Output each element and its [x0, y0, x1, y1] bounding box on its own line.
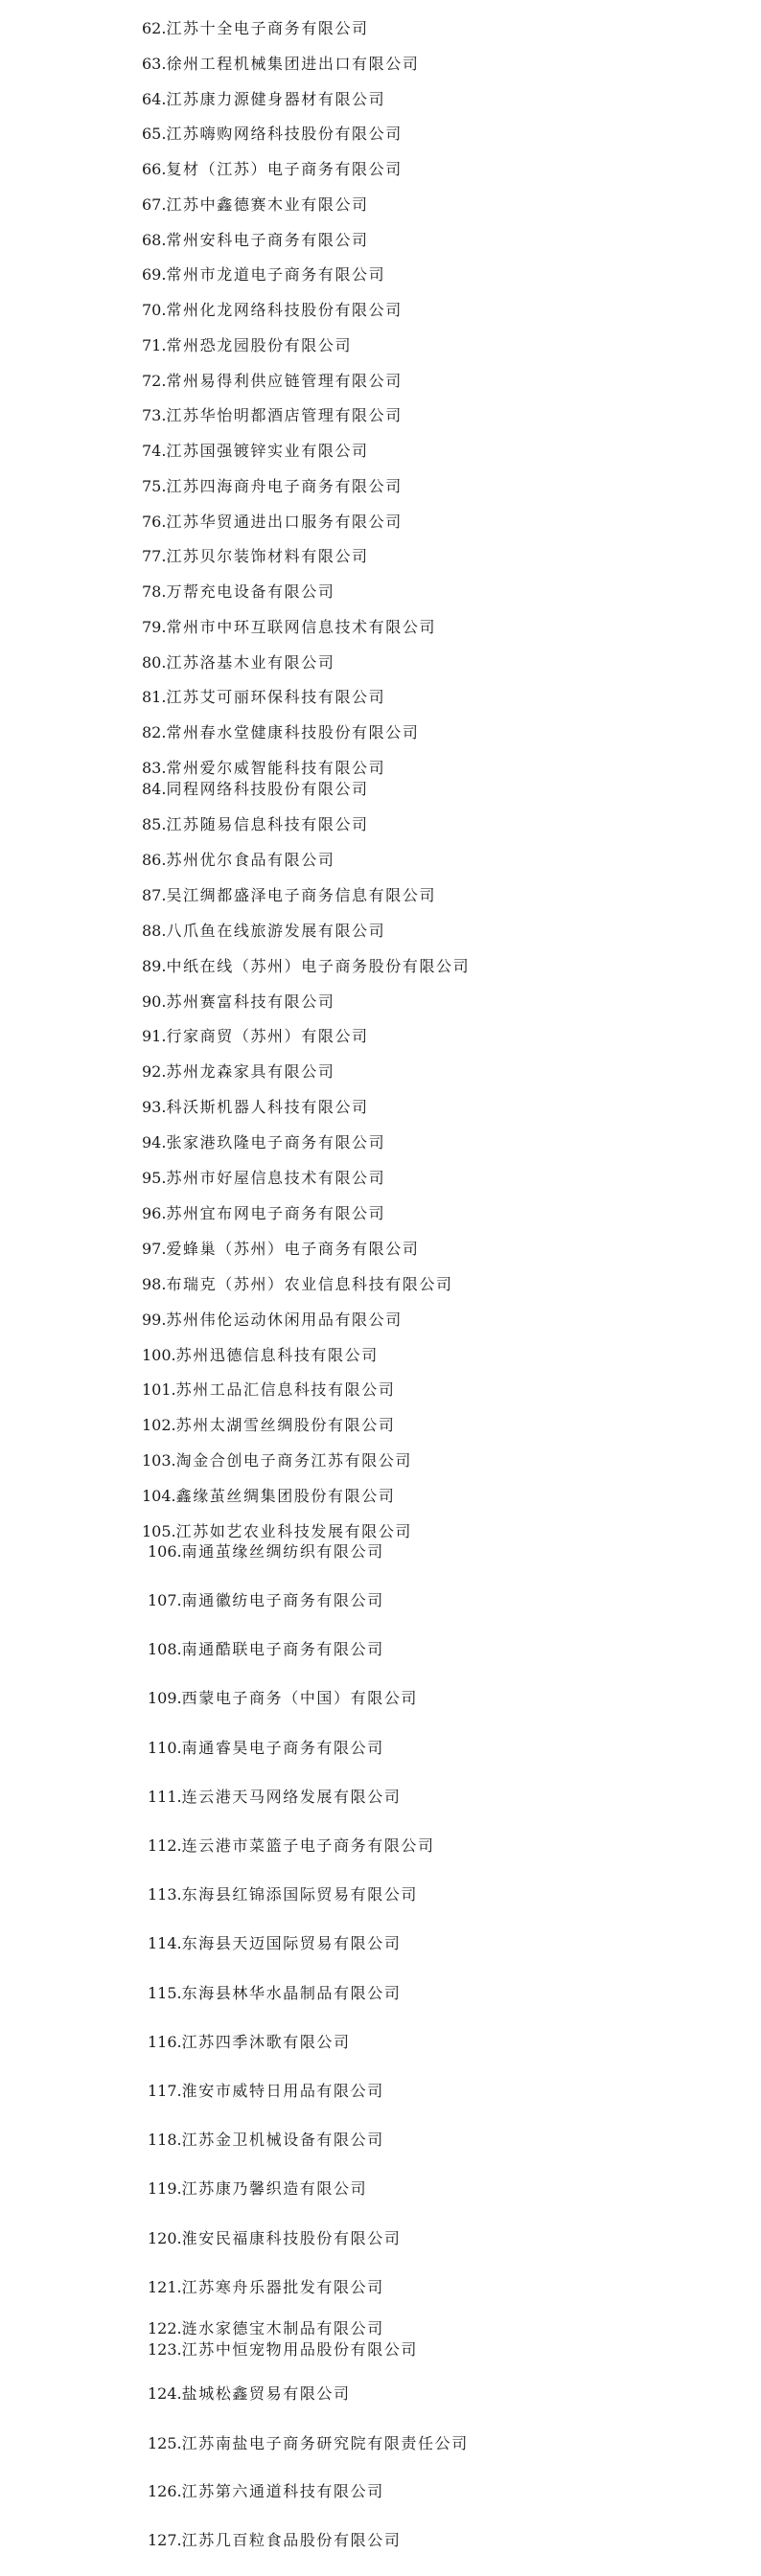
company-entry — [148, 2531, 401, 2550]
entry-number: 73. — [142, 406, 167, 425]
company-name: 江苏康乃馨织造有限公司 — [181, 2179, 368, 2199]
company-entry — [142, 19, 369, 38]
entry-number: 101. — [142, 1380, 176, 1400]
company-name: 常州安科电子商务有限公司 — [166, 230, 369, 249]
company-name: 苏州工品汇信息科技有限公司 — [175, 1380, 396, 1400]
company-name: 江苏中恒宠物用品股份有限公司 — [181, 2340, 419, 2359]
company-name: 南通酷联电子商务有限公司 — [181, 1640, 384, 1659]
company-entry — [148, 1836, 435, 1856]
company-entry — [142, 1062, 334, 1082]
company-name: 淮安民福康科技股份有限公司 — [181, 2228, 402, 2247]
entry-number: 103. — [142, 1451, 176, 1470]
entry-number: 89. — [142, 956, 167, 975]
company-name: 江苏十全电子商务有限公司 — [166, 19, 369, 37]
company-name: 江苏金卫机械设备有限公司 — [181, 2131, 384, 2150]
company-entry — [142, 1416, 395, 1435]
company-name: 科沃斯机器人科技有限公司 — [166, 1098, 369, 1117]
company-name: 中纸在线（苏州）电子商务股份有限公司 — [166, 956, 471, 975]
company-name: 布瑞克（苏州）农业信息科技有限公司 — [166, 1274, 453, 1293]
entry-number: 94. — [142, 1133, 167, 1152]
company-entry — [142, 1169, 385, 1188]
company-name: 江苏洛基木业有限公司 — [166, 652, 335, 672]
company-entry — [142, 957, 470, 976]
company-entry — [148, 1591, 384, 1610]
entry-number: 88. — [142, 921, 167, 940]
company-name: 行家商贸（苏州）有限公司 — [166, 1027, 369, 1046]
company-name: 江苏华贸通进出口服务有限公司 — [166, 512, 403, 531]
entry-number: 106. — [148, 1542, 182, 1561]
company-entry — [142, 653, 334, 672]
company-entry — [142, 372, 403, 391]
company-entry — [148, 2179, 367, 2199]
company-name: 吴江绸都盛泽电子商务信息有限公司 — [166, 885, 437, 904]
company-entry — [142, 160, 403, 179]
company-name: 苏州太湖雪丝绸股份有限公司 — [175, 1416, 396, 1435]
company-name: 苏州优尔食品有限公司 — [166, 850, 335, 869]
company-name: 南通茧缘丝绸纺织有限公司 — [181, 1542, 384, 1561]
entry-number: 64. — [142, 89, 167, 108]
entry-number: 67. — [142, 194, 167, 214]
entry-number: 114. — [148, 1934, 182, 1953]
company-name: 苏州市好屋信息技术有限公司 — [166, 1169, 386, 1187]
entry-number: 100. — [142, 1345, 176, 1364]
company-name: 江苏几百粒食品股份有限公司 — [181, 2531, 402, 2549]
company-name: 江苏四季沐歌有限公司 — [181, 2032, 351, 2051]
entry-number: 92. — [142, 1062, 167, 1082]
entry-number: 95. — [142, 1169, 167, 1187]
company-name: 常州春水堂健康科技股份有限公司 — [166, 723, 420, 741]
company-name: 江苏贝尔装饰材料有限公司 — [166, 547, 369, 566]
entry-number: 96. — [142, 1203, 167, 1222]
company-entry — [142, 195, 369, 215]
company-name: 江苏寒舟乐器批发有限公司 — [181, 2277, 384, 2296]
company-name: 淮安市威特日用品有限公司 — [181, 2082, 384, 2100]
company-entry — [142, 1098, 369, 1117]
company-name: 江苏如艺农业科技发展有限公司 — [175, 1522, 413, 1540]
entry-number: 77. — [142, 547, 167, 566]
entry-number: 119. — [148, 2179, 182, 2199]
company-entry — [142, 1240, 419, 1259]
company-entry — [142, 1346, 379, 1365]
company-name: 爱蜂巢（苏州）电子商务有限公司 — [166, 1239, 420, 1258]
entry-number: 97. — [142, 1239, 167, 1258]
company-name: 江苏华怡明都酒店管理有限公司 — [166, 406, 403, 425]
company-entry — [148, 2340, 418, 2359]
company-entry — [142, 886, 436, 905]
company-name: 江苏随易信息科技有限公司 — [166, 815, 369, 833]
company-entry — [142, 723, 419, 742]
company-entry — [142, 477, 403, 496]
company-entry — [142, 688, 385, 707]
company-entry — [148, 2482, 384, 2501]
company-entry — [142, 1204, 385, 1223]
entry-number: 98. — [142, 1274, 167, 1293]
entry-number: 110. — [148, 1738, 182, 1757]
company-entry — [148, 1788, 401, 1807]
entry-number: 121. — [148, 2277, 182, 2296]
entry-number: 120. — [148, 2228, 182, 2247]
entry-number: 74. — [142, 442, 167, 460]
company-name: 鑫缘茧丝绸集团股份有限公司 — [175, 1487, 396, 1506]
entry-number: 86. — [142, 850, 167, 869]
company-entry — [148, 2278, 384, 2297]
company-entry — [142, 336, 352, 355]
entry-number: 107. — [148, 1591, 182, 1609]
company-name: 苏州迅德信息科技有限公司 — [175, 1345, 379, 1364]
company-entry — [148, 1542, 384, 1562]
company-entry — [142, 1522, 412, 1541]
entry-number: 111. — [148, 1787, 182, 1806]
entry-number: 71. — [142, 335, 167, 354]
entry-number: 116. — [148, 2032, 182, 2051]
company-name: 江苏南盐电子商务研究院有限责任公司 — [181, 2434, 469, 2452]
entry-number: 78. — [142, 582, 167, 601]
company-name: 八爪鱼在线旅游发展有限公司 — [166, 921, 386, 940]
entry-number: 85. — [142, 815, 167, 833]
company-entry — [142, 1275, 453, 1294]
company-entry — [142, 851, 334, 870]
company-name: 苏州伟伦运动休闲用品有限公司 — [166, 1310, 403, 1329]
company-entry — [148, 1984, 401, 2003]
entry-number: 90. — [142, 992, 167, 1011]
entry-number: 82. — [142, 723, 167, 741]
company-entry — [142, 513, 403, 532]
company-entry — [142, 1487, 395, 1506]
company-name: 江苏中鑫德赛木业有限公司 — [166, 194, 369, 214]
company-name: 万帮充电设备有限公司 — [166, 582, 335, 601]
company-entry — [142, 759, 385, 778]
company-entry — [148, 1689, 418, 1708]
entry-number: 117. — [148, 2082, 182, 2100]
company-entry — [148, 1885, 418, 1904]
company-name: 常州市中环互联网信息技术有限公司 — [166, 617, 437, 636]
entry-number: 118. — [148, 2131, 182, 2150]
company-entry — [142, 780, 369, 799]
entry-number: 109. — [148, 1689, 182, 1708]
company-name: 徐州工程机械集团进出口有限公司 — [166, 54, 420, 73]
company-entry — [142, 582, 334, 602]
entry-number: 126. — [148, 2482, 182, 2500]
company-entry — [148, 2384, 351, 2404]
company-name: 同程网络科技股份有限公司 — [166, 780, 369, 798]
company-name: 东海县林华水晶制品有限公司 — [181, 1983, 402, 2002]
company-entry — [142, 1380, 395, 1400]
entry-number: 99. — [142, 1310, 167, 1329]
company-name: 南通徽纺电子商务有限公司 — [181, 1591, 384, 1609]
company-entry — [148, 2229, 401, 2248]
entry-number: 123. — [148, 2340, 182, 2359]
company-entry — [142, 1451, 412, 1470]
company-entry — [148, 2131, 384, 2150]
entry-number: 75. — [142, 476, 167, 495]
company-name: 淘金合创电子商务江苏有限公司 — [175, 1451, 413, 1470]
entry-number: 108. — [148, 1640, 182, 1659]
company-name: 东海县天迈国际贸易有限公司 — [181, 1934, 402, 1953]
company-entry — [142, 90, 385, 109]
entry-number: 81. — [142, 688, 167, 707]
company-entry — [142, 265, 385, 285]
company-entry — [142, 1027, 369, 1046]
entry-number: 122. — [148, 2319, 182, 2337]
company-entry — [142, 301, 403, 320]
entry-number: 93. — [142, 1098, 167, 1117]
entry-number: 115. — [148, 1983, 182, 2002]
company-entry — [142, 815, 369, 834]
company-entry — [142, 231, 369, 250]
entry-number: 113. — [148, 1885, 182, 1904]
company-entry — [142, 922, 385, 941]
company-name: 江苏康力源健身器材有限公司 — [166, 89, 386, 108]
entry-number: 65. — [142, 125, 167, 144]
entry-number: 76. — [142, 512, 167, 531]
company-name: 东海县红锦添国际贸易有限公司 — [181, 1885, 419, 1904]
company-entry — [142, 125, 403, 144]
company-name: 连云港天马网络发展有限公司 — [181, 1787, 402, 1806]
company-entry — [142, 442, 369, 461]
company-entry — [148, 2319, 384, 2338]
company-name: 江苏嗨购网络科技股份有限公司 — [166, 125, 403, 144]
company-name: 常州爱尔威智能科技有限公司 — [166, 759, 386, 777]
company-entry — [142, 55, 419, 74]
entry-number: 105. — [142, 1522, 176, 1540]
company-name: 苏州赛富科技有限公司 — [166, 992, 335, 1011]
company-name: 江苏国强镀锌实业有限公司 — [166, 442, 369, 460]
entry-number: 63. — [142, 54, 167, 73]
entry-number: 87. — [142, 885, 167, 904]
company-entry — [142, 618, 436, 637]
company-entry — [148, 2082, 384, 2101]
company-name: 盐城松鑫贸易有限公司 — [181, 2384, 351, 2403]
entry-number: 104. — [142, 1487, 176, 1506]
company-name: 常州恐龙园股份有限公司 — [166, 335, 353, 354]
entry-number: 102. — [142, 1416, 176, 1435]
entry-number: 112. — [148, 1836, 182, 1855]
company-entry — [148, 1739, 384, 1758]
company-name: 江苏第六通道科技有限公司 — [181, 2482, 384, 2500]
entry-number: 66. — [142, 160, 167, 178]
company-name: 江苏艾可丽环保科技有限公司 — [166, 688, 386, 707]
company-entry — [148, 2434, 469, 2453]
entry-number: 84. — [142, 780, 167, 798]
company-entry — [148, 1640, 384, 1659]
entry-number: 83. — [142, 759, 167, 777]
company-name: 常州化龙网络科技股份有限公司 — [166, 301, 403, 319]
company-entry — [142, 992, 334, 1012]
entry-number: 72. — [142, 371, 167, 390]
company-name: 涟水家德宝木制品有限公司 — [181, 2319, 384, 2337]
company-entry — [142, 406, 403, 425]
entry-number: 70. — [142, 301, 167, 319]
company-entry — [142, 547, 369, 566]
company-name: 常州易得利供应链管理有限公司 — [166, 371, 403, 390]
entry-number: 68. — [142, 230, 167, 249]
company-name: 苏州宜布网电子商务有限公司 — [166, 1203, 386, 1222]
entry-number: 62. — [142, 19, 167, 37]
company-entry — [142, 1311, 403, 1330]
company-name: 西蒙电子商务（中国）有限公司 — [181, 1689, 419, 1708]
entry-number: 80. — [142, 652, 167, 672]
company-name: 常州市龙道电子商务有限公司 — [166, 265, 386, 285]
entry-number: 79. — [142, 617, 167, 636]
entry-number: 125. — [148, 2434, 182, 2452]
entry-number: 91. — [142, 1027, 167, 1046]
company-name: 江苏四海商舟电子商务有限公司 — [166, 476, 403, 495]
company-name: 张家港玖隆电子商务有限公司 — [166, 1133, 386, 1152]
company-name: 复材（江苏）电子商务有限公司 — [166, 160, 403, 178]
company-name: 南通睿昊电子商务有限公司 — [181, 1738, 384, 1757]
entry-number: 127. — [148, 2531, 182, 2549]
entry-number: 124. — [148, 2384, 182, 2403]
company-entry — [148, 2033, 351, 2052]
company-entry — [148, 1934, 401, 1953]
company-name: 苏州龙森家具有限公司 — [166, 1062, 335, 1082]
entry-number: 69. — [142, 265, 167, 285]
company-name: 连云港市菜篮子电子商务有限公司 — [181, 1836, 435, 1855]
company-entry — [142, 1133, 385, 1152]
